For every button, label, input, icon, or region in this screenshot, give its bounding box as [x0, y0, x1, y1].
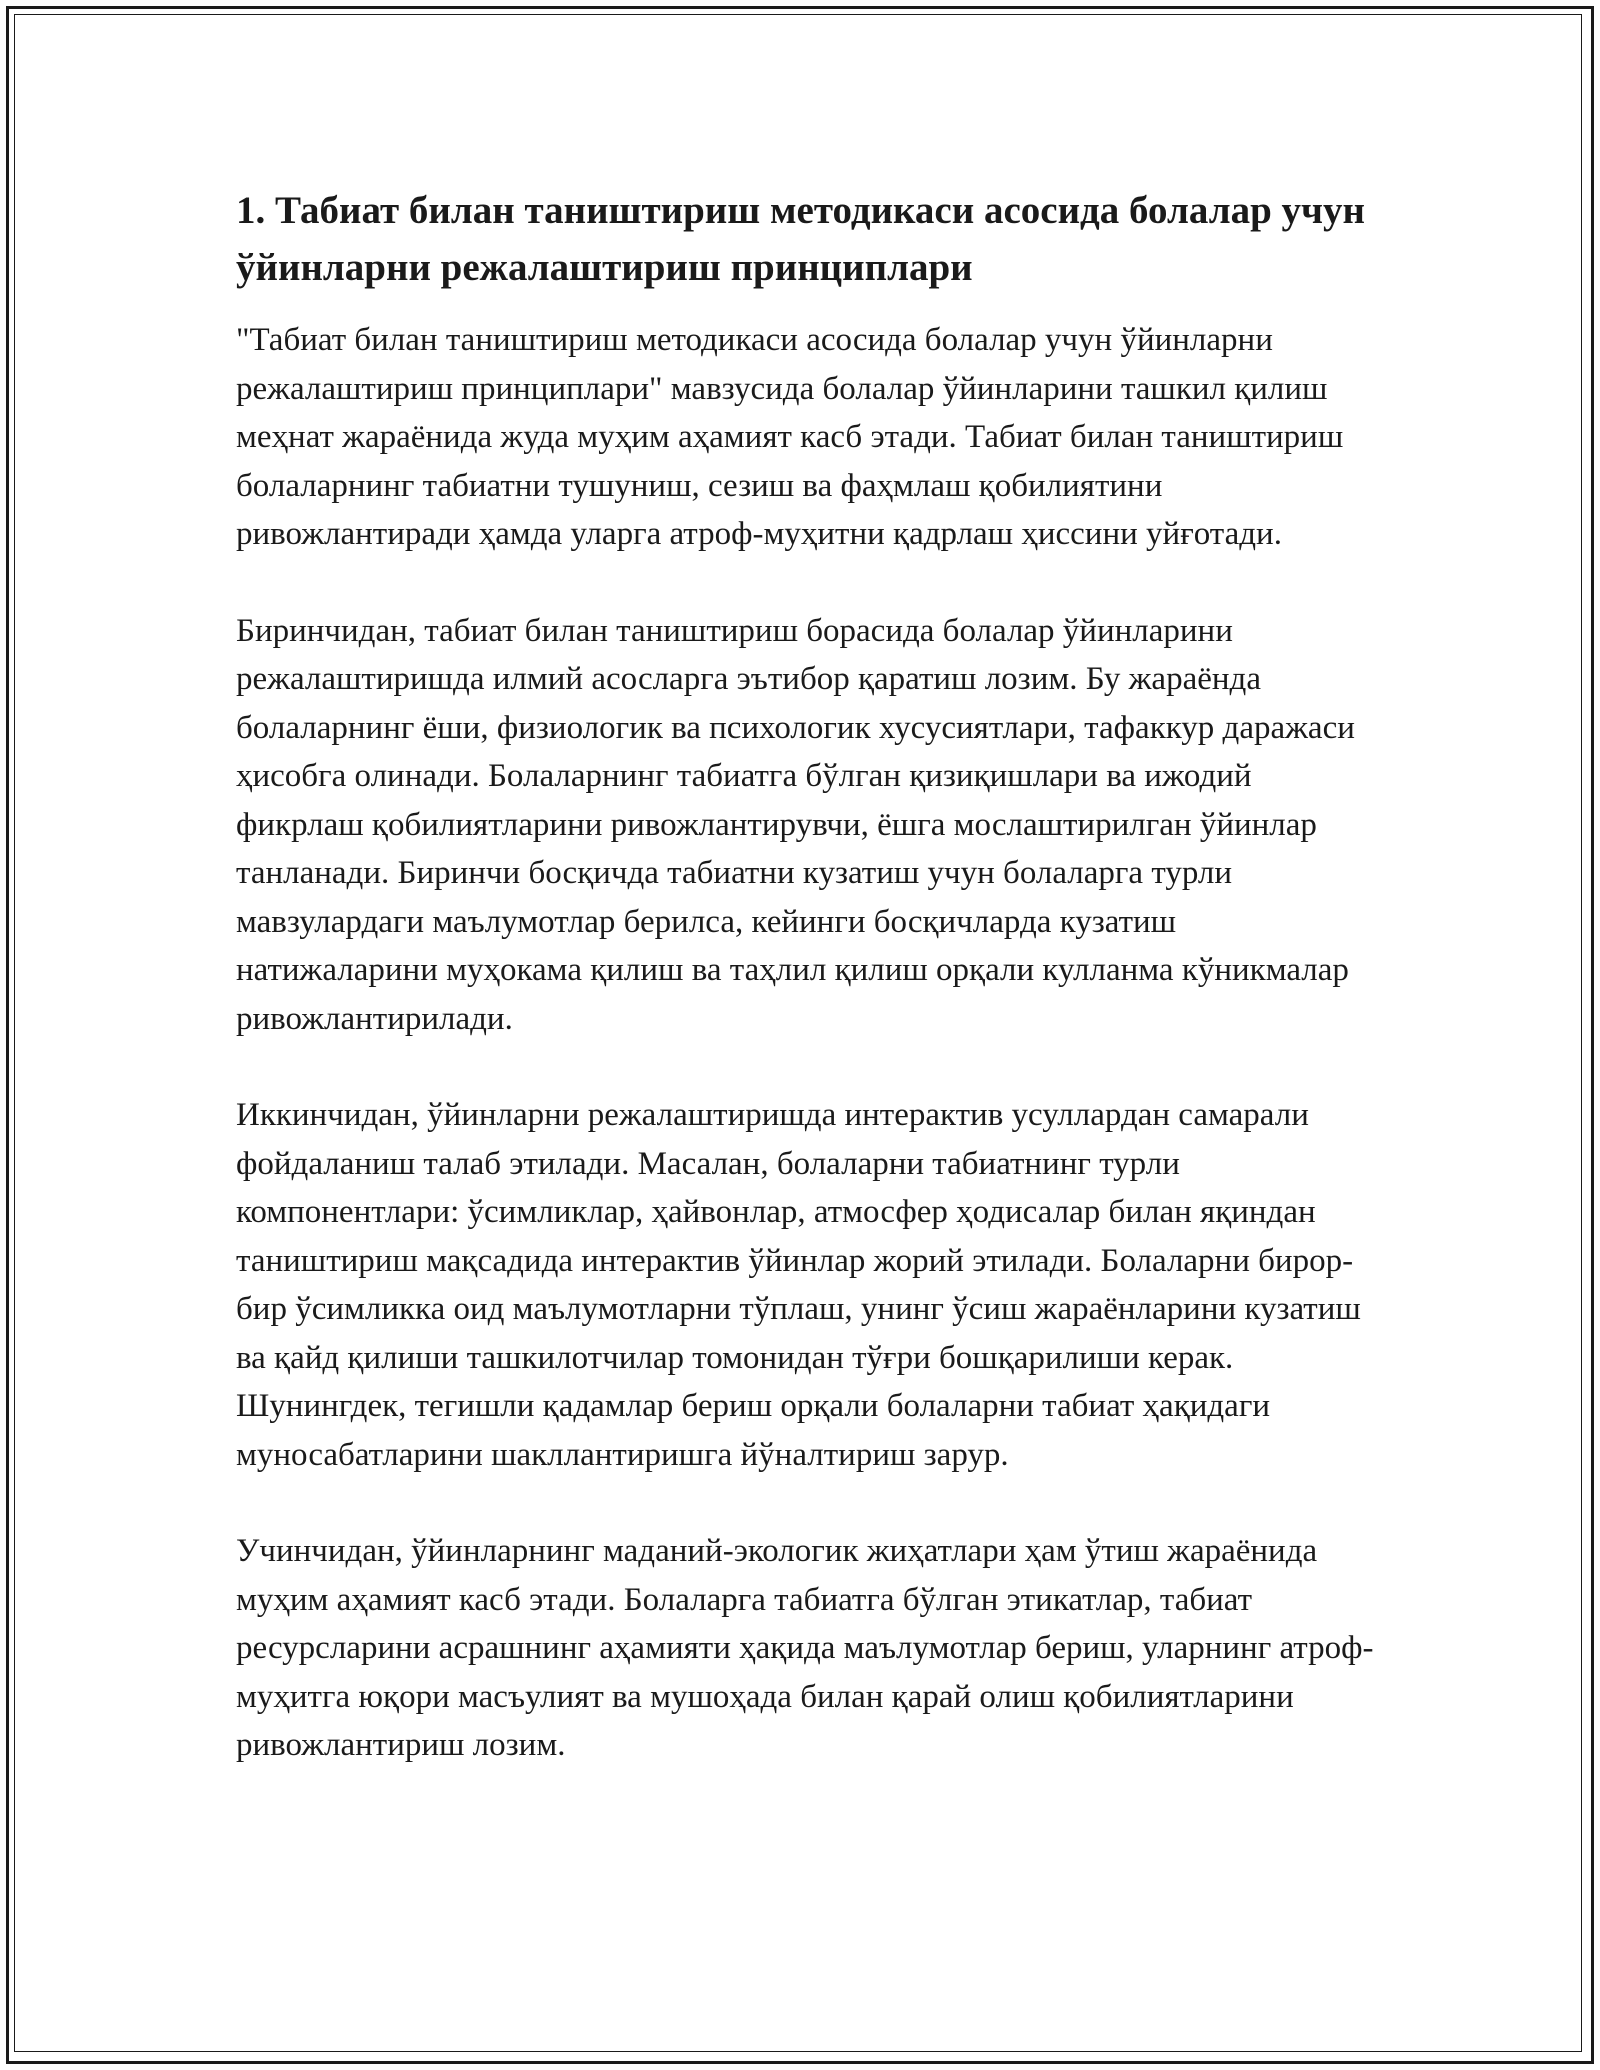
paragraph-third: Учинчидан, ўйинларнинг маданий-экологик жиҳатлари ҳам ўтиш жараёнида муҳим аҳамият касб этади. Болаларга табиатга бўлган этикатлар, табиат ресурсларини асрашнинг аҳамияти ҳақида маълумотлар бериш, уларнинг атроф-муҳитга юқори масъулият ва мушоҳада билан қарай олиш қобилиятларини ривожлантириш лозим. — [236, 1533, 1374, 1763]
document-body — [236, 182, 1376, 1770]
section-heading: 1. Табиат билан таништириш методикаси асосида болалар учун ўйинларни режалаштириш принциплари — [236, 189, 1366, 289]
paragraph-first: Биринчидан, табиат билан таништириш борасида болалар ўйинларини режалаштиришда илмий асосларга эътибор қаратиш лозим. Бу жараёнда болаларнинг ёши, физиологик ва психологик хусусиятлари, тафаккур даражаси ҳисобга олинади. Болаларнинг табиатга бўлган қизиқишлари ва ижодий фикрлаш қобилиятларини ривожлантирувчи, ёшга мослаштирилган ўйинлар танланади. Биринчи босқичда табиатни кузатиш учун болаларга турли мавзулардаги маълумотлар берилса, кейинги босқичларда кузатиш натижаларини муҳокама қилиш ва таҳлил қилиш орқали кулланма кўникмалар ривожлантирилади. — [236, 612, 1355, 1037]
paragraph-second: Иккинчидан, ўйинларни режалаштиришда интерактив усуллардан самарали фойдаланиш талаб этилади. Масалан, болаларни табиатнинг турли компонентлари: ўсимликлар, ҳайвонлар, атмосфер ҳодисалар билан яқиндан таништириш мақсадида интерактив ўйинлар жорий этилади. Болаларни бирор-бир ўсимликка оид маълумотларни тўплаш, унинг ўсиш жараёнларини кузатиш ва қайд қилиши ташкилотчилар томонидан тўғри бошқарилиши керак. Шунингдек, тегишли қадамлар бериш орқали болаларни табиат ҳақидаги муносабатларини шакллантиришга йўналтириш зарур. — [236, 1097, 1361, 1473]
paragraph-intro: "Табиат билан таништириш методикаси асосида болалар учун ўйинларни режалаштириш принциплари" мавзусида болалар ўйинларини ташкил қилиш меҳнат жараёнида жуда муҳим аҳамият касб этади. Табиат билан таништириш болаларнинг табиатни тушуниш, сезиш ва фаҳмлаш қобилиятини ривожлантиради ҳамда уларга атроф-муҳитни қадрлаш ҳиссини уйғотади. — [236, 322, 1344, 552]
